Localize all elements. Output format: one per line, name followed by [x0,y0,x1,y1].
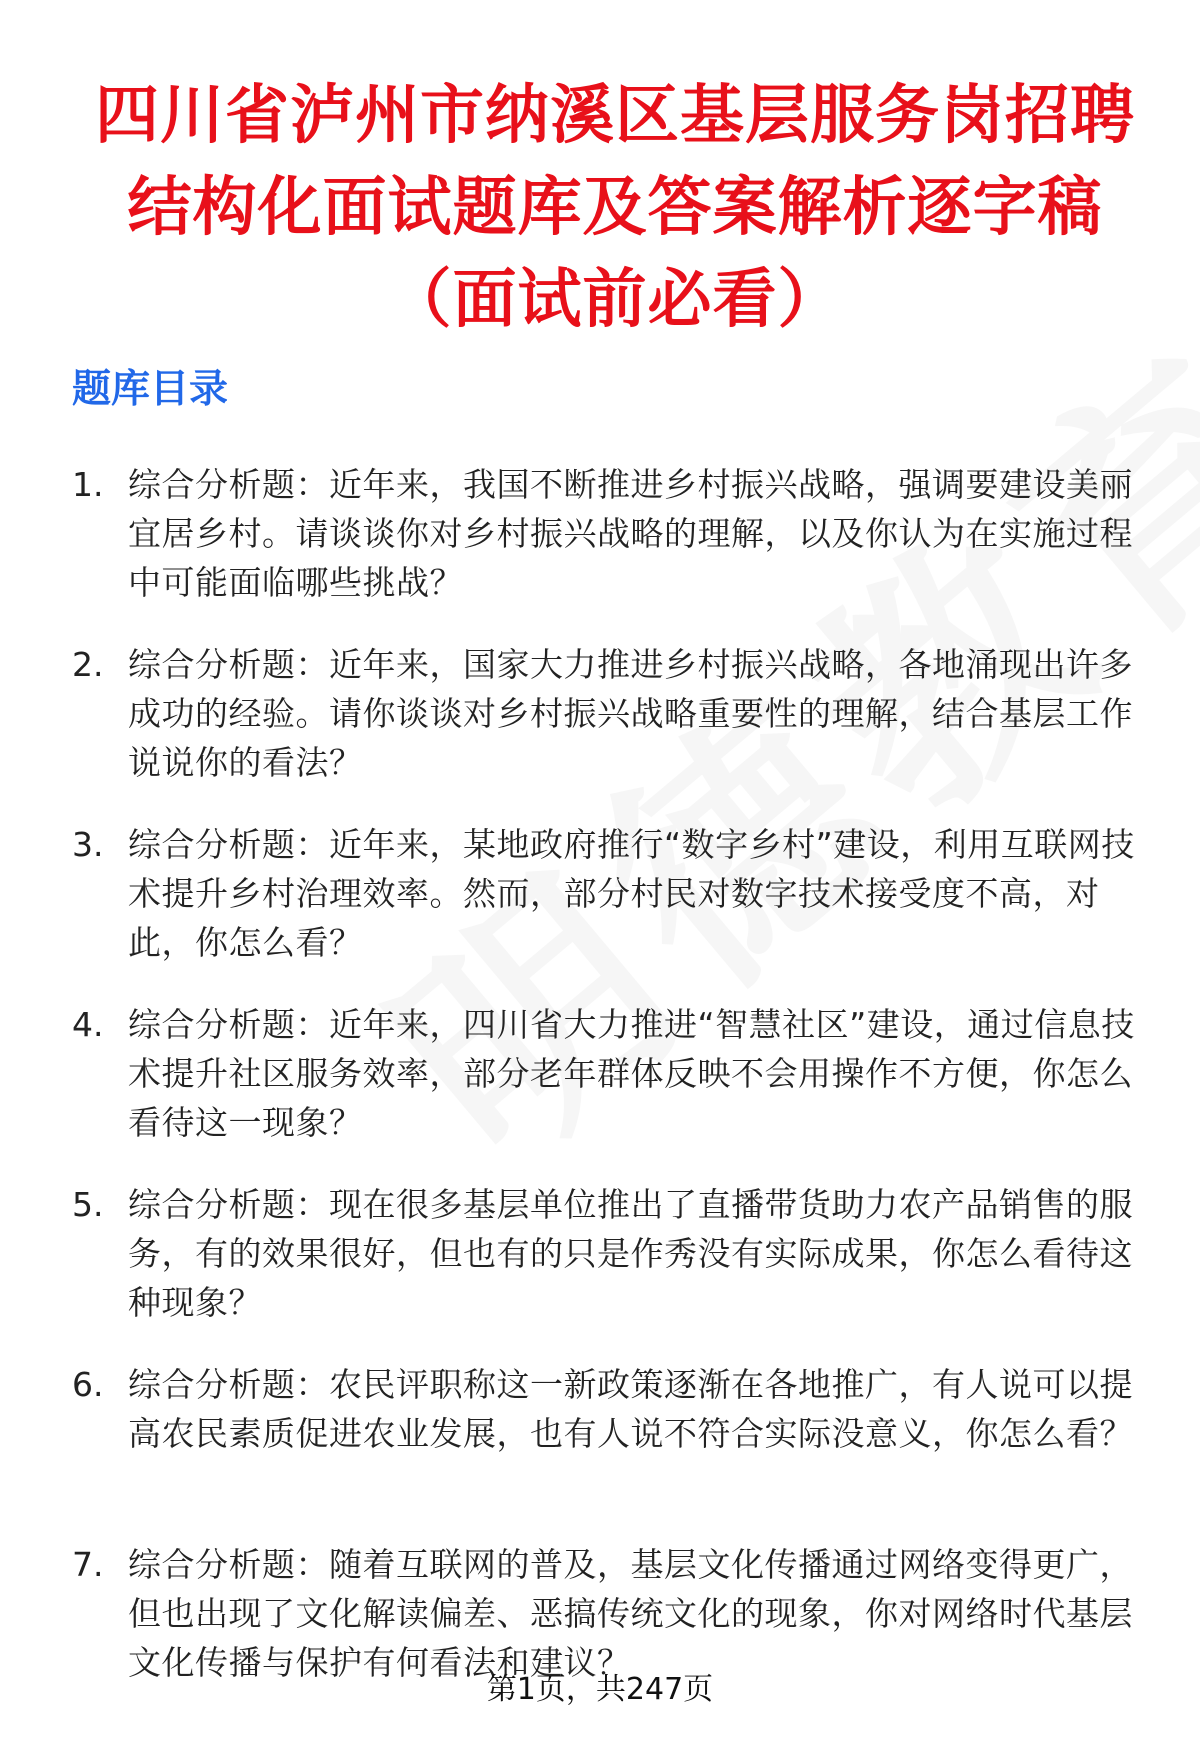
question-number: 5. [72,1185,104,1224]
question-number: 6. [72,1365,104,1404]
question-text: 综合分析题：近年来，某地政府推行“数字乡村”建设，利用互联网技术提升乡村治理效率。然而，部分村民对数字技术接受度不高，对此，你怎么看？ [128,825,1135,962]
question-number: 1. [72,465,104,504]
question-text: 综合分析题：近年来，我国不断推进乡村振兴战略，强调要建设美丽宜居乡村。请谈谈你对乡村振兴战略的理解，以及你认为在实施过程中可能面临哪些挑战？ [128,465,1133,602]
question-text: 综合分析题：近年来，国家大力推进乡村振兴战略，各地涌现出许多成功的经验。请你谈谈对乡村振兴战略重要性的理解，结合基层工作说说你的看法？ [128,645,1133,782]
question-number: 7. [72,1545,104,1584]
toc-heading: 题库目录 [72,367,229,412]
question-number: 2. [72,645,104,684]
question-text: 综合分析题：农民评职称这一新政策逐渐在各地推广，有人说可以提高农民素质促进农业发展，也有人说不符合实际没意义，你怎么看？ [128,1365,1133,1453]
question-text: 综合分析题：近年来，四川省大力推进“智慧社区”建设，通过信息技术提升社区服务效率，部分老年群体反映不会用操作不方便，你怎么看待这一现象？ [128,1005,1135,1142]
question-number: 4. [72,1005,104,1044]
question-text: 综合分析题：随着互联网的普及，基层文化传播通过网络变得更广，但也出现了文化解读偏差、恶搞传统文化的现象，你对网络时代基层文化传播与保护有何看法和建议？ [128,1545,1133,1682]
page-footer: 第1页，共247页 [486,1672,714,1707]
document-title: 四川省泸州市纳溪区基层服务岗招聘结构化面试题库及答案解析逐字稿（面试前必看） [95,79,1135,337]
question-number: 3. [72,825,104,864]
question-text: 综合分析题：现在很多基层单位推出了直播带货助力农产品销售的服务，有的效果很好，但也有的只是作秀没有实际成果，你怎么看待这种现象？ [128,1185,1133,1322]
